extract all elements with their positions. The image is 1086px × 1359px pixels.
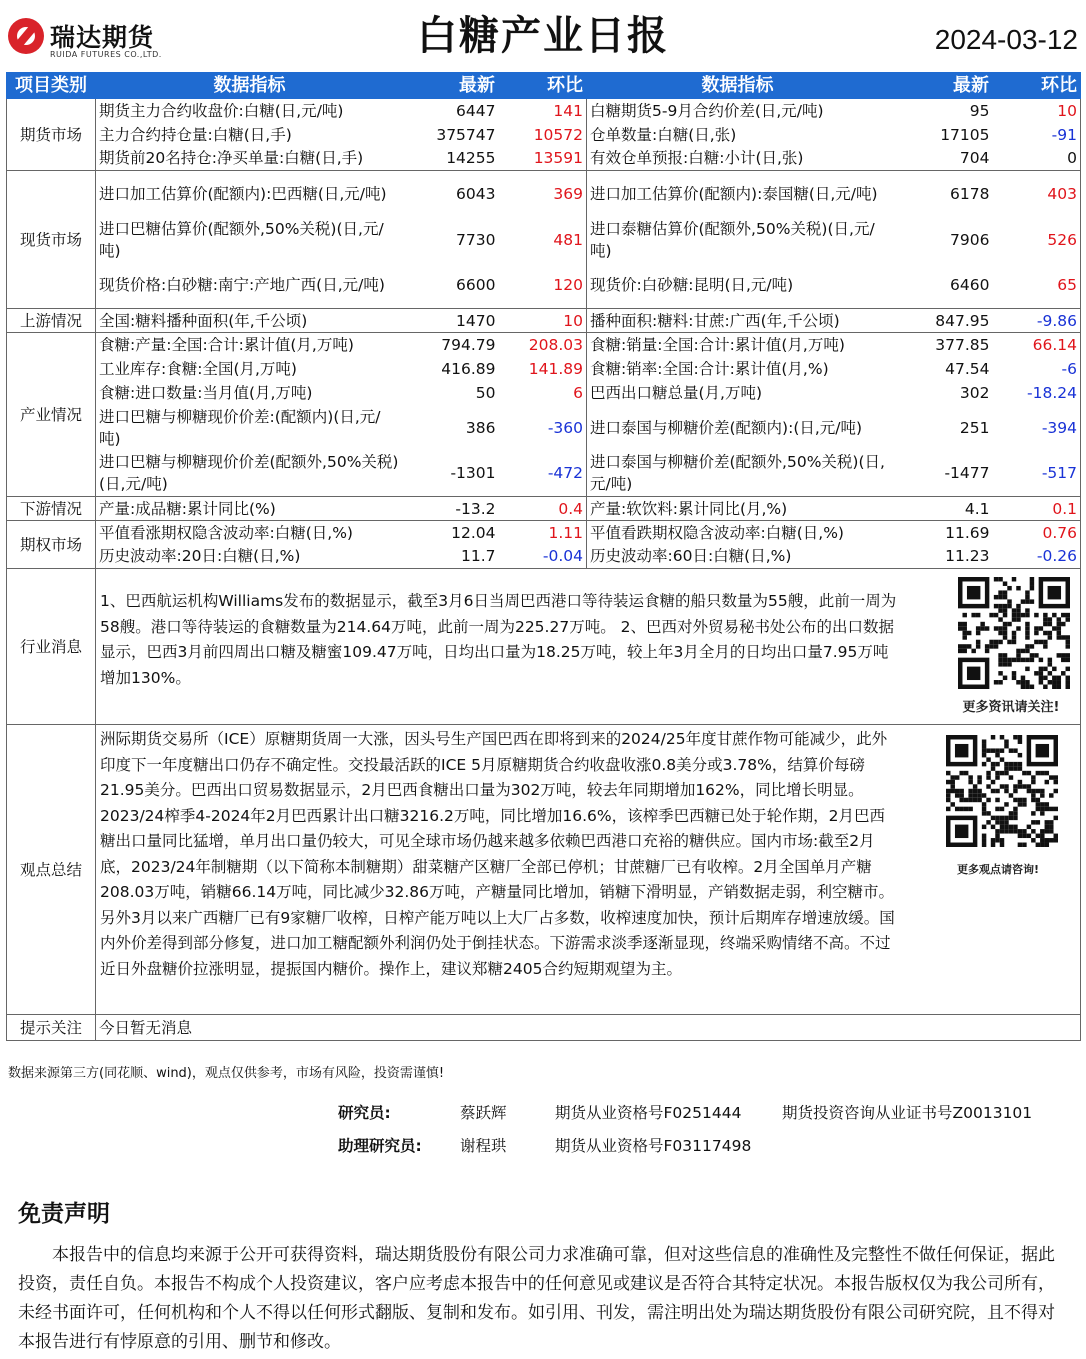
indicator-name: 全国:糖料播种面积(年,千公顷) bbox=[96, 309, 404, 333]
report-date: 2024-03-12 bbox=[934, 24, 1078, 55]
researcher-qualification: 期货从业资格号F0251444 bbox=[555, 1104, 742, 1122]
qr-code-icon bbox=[958, 577, 1070, 689]
indicator-name: 进口泰国与柳糖价差(配额内):(日,元/吨) bbox=[587, 405, 889, 451]
indicator-name: 食糖:销量:全国:合计:累计值(月,万吨) bbox=[587, 333, 889, 357]
assistant-qualification: 期货从业资格号F03117498 bbox=[555, 1137, 752, 1155]
view-cell bbox=[96, 725, 1081, 1015]
latest-value: 6460 bbox=[950, 276, 990, 295]
change-value: -472 bbox=[499, 451, 587, 497]
change-value: 120 bbox=[499, 263, 587, 309]
latest-value: 7906 bbox=[950, 230, 990, 249]
change-value: 13591 bbox=[499, 147, 587, 171]
table-row bbox=[7, 333, 1081, 357]
table-row bbox=[7, 217, 1081, 263]
indicator-name: 主力合约持仓量:白糖(日,手) bbox=[96, 123, 404, 147]
assistant-row bbox=[0, 1134, 1086, 1156]
indicator-name: 平值看涨期权隐含波动率:白糖(日,%) bbox=[96, 521, 404, 545]
table-row bbox=[7, 147, 1081, 171]
change-value: -517 bbox=[993, 451, 1081, 497]
category-options: 期权市场 bbox=[7, 521, 96, 569]
view-qr-block bbox=[938, 735, 1058, 883]
change-value: 403 bbox=[993, 171, 1081, 217]
table-row bbox=[7, 171, 1081, 217]
change-value: -18.24 bbox=[993, 381, 1081, 405]
category-news: 行业消息 bbox=[7, 569, 96, 725]
indicator-name: 现货价格:白砂糖:南宁:产地广西(日,元/吨) bbox=[96, 263, 404, 309]
change-value: -0.26 bbox=[993, 545, 1081, 569]
latest-value: 375747 bbox=[436, 125, 496, 144]
researcher-row bbox=[0, 1101, 1086, 1123]
data-source-note: 数据来源第三方(同花顺、wind)，观点仅供参考，市场有风险，投资需谨慎! bbox=[8, 1066, 445, 1081]
indicator-name: 进口泰糖估算价(配额外,50%关税)(日,元/吨) bbox=[587, 217, 889, 263]
latest-value: 50 bbox=[475, 383, 496, 402]
indicator-name: 历史波动率:20日:白糖(日,%) bbox=[96, 545, 404, 569]
category-futures: 期货市场 bbox=[7, 99, 96, 171]
researcher-label: 研究员: bbox=[338, 1104, 391, 1122]
disclaimer-title: 免责声明 bbox=[18, 1201, 110, 1227]
indicator-name: 现货价:白砂糖:昆明(日,元/吨) bbox=[587, 263, 889, 309]
indicator-name: 进口巴糖估算价(配额外,50%关税)(日,元/吨) bbox=[96, 217, 404, 263]
latest-value: 6043 bbox=[404, 171, 499, 217]
header-indicator-left: 数据指标 bbox=[96, 73, 404, 99]
latest-value: 12.04 bbox=[404, 521, 499, 545]
indicator-name: 食糖:进口数量:当月值(月,万吨) bbox=[96, 381, 404, 405]
indicator-name: 期货前20名持仓:净买单量:白糖(日,手) bbox=[96, 147, 404, 171]
change-value: 10572 bbox=[499, 123, 587, 147]
view-text: 洲际期货交易所（ICE）原糖期货周一大涨，因头号生产国巴西在即将到来的2024/25年度甘蔗作物可能减少，此外印度下一年度糖出口仍存不确定性。交投最活跃的ICE 5月原糖期货合约收盘收涨0.8美分或3.78%，结算价每磅21.95美分。巴西出口贸易数据显示，2月巴西食糖出口量为302万吨，较去年同期增加162%，同比增长明显。2023/24榨季4-2024年2月巴西累计出口糖3216.2万吨，同比增加16.6%，该榨季巴西糖已处于轮作期，2月巴西糖出口量同比猛增，单月出口量仍较大，可见全球市场仍越来越多依赖巴西港口充裕的糖供应。国内市场:截至2月底，2023/24年制糖期（以下简称本制糖期）甜菜糖产区糖厂全部已停机；甘蔗糖厂已有收榨。2月全国单月产糖208.03万吨，销糖66.14万吨，同比减少32.86万吨，产糖量同比增加，销糖下滑明显，产销数据走弱，利空糖市。另外3月以来广西糖厂已有9家糖厂收榨，日榨产能万吨以上大厂占多数，收榨速度加快，预计后期库存增速放缓。国内外价差得到部分修复，进口加工糖配额外利润仍处于倒挂状态。下游需求淡季逐渐显现，终端采购情绪不高。不过近日外盘糖价拉涨明显，提振国内糖价。操作上，建议郑糖2405合约短期观望为主。 bbox=[100, 730, 895, 978]
news-text: 1、巴西航运机构Williams发布的数据显示，截至3月6日当周巴西港口等待装运食糖的船只数量为55艘，此前一周为58艘。港口等待装运的食糖数量为214.64万吨，此前一周为225.27万吨。 2、巴西对外贸易秘书处公布的出口数据显示，巴西3月前四周出口糖及糖蜜109.47万吨，日均出口量为18.25万吨，较上年3月全月的日均出口量7.95万吨增加130%。 bbox=[100, 592, 897, 687]
category-industry: 产业情况 bbox=[7, 333, 96, 497]
table-row bbox=[7, 545, 1081, 569]
change-value: 0.4 bbox=[499, 497, 587, 521]
table-row bbox=[7, 357, 1081, 381]
change-value: 66.14 bbox=[993, 333, 1081, 357]
latest-value: 6447 bbox=[404, 99, 499, 123]
latest-value: 7730 bbox=[456, 230, 496, 249]
indicator-name: 产量:软饮料:累计同比(月,%) bbox=[587, 497, 889, 521]
assistant-label: 助理研究员: bbox=[338, 1137, 422, 1155]
latest-value: -1301 bbox=[450, 464, 496, 483]
latest-value: 4.1 bbox=[889, 497, 993, 521]
change-value: 0.1 bbox=[993, 497, 1081, 521]
table-row bbox=[7, 381, 1081, 405]
header-category: 项目类别 bbox=[7, 73, 96, 99]
indicator-name: 进口加工估算价(配额内):巴西糖(日,元/吨) bbox=[96, 171, 404, 217]
latest-value: 302 bbox=[959, 383, 990, 402]
data-table bbox=[6, 72, 1081, 1041]
latest-value: 6178 bbox=[889, 171, 993, 217]
header-change-left: 环比 bbox=[499, 73, 587, 99]
latest-value: 251 bbox=[959, 418, 990, 437]
latest-value: 6600 bbox=[456, 276, 496, 295]
change-value: 526 bbox=[993, 217, 1081, 263]
table-row bbox=[7, 99, 1081, 123]
indicator-name: 仓单数量:白糖(日,张) bbox=[587, 123, 889, 147]
latest-value: 377.85 bbox=[889, 333, 993, 357]
change-value: 1.11 bbox=[499, 521, 587, 545]
change-value: 369 bbox=[499, 171, 587, 217]
change-value: -394 bbox=[993, 405, 1081, 451]
latest-value: 47.54 bbox=[945, 359, 990, 378]
latest-value: 95 bbox=[889, 99, 993, 123]
researcher-consult-cert: 期货投资咨询从业证书号Z0013101 bbox=[782, 1104, 1033, 1122]
latest-value: -1477 bbox=[944, 464, 990, 483]
change-value: 481 bbox=[499, 217, 587, 263]
category-upstream: 上游情况 bbox=[7, 309, 96, 333]
category-spot: 现货市场 bbox=[7, 171, 96, 309]
category-view: 观点总结 bbox=[7, 725, 96, 1015]
header-change-right: 环比 bbox=[993, 73, 1081, 99]
indicator-name: 进口巴糖与柳糖现价价差:(配额内)(日,元/吨) bbox=[96, 405, 404, 451]
disclaimer-body: 本报告中的信息均来源于公开可获得资料，瑞达期货股份有限公司力求准确可靠，但对这些信息的准确性及完整性不做任何保证，据此投资，责任自负。本报告不构成个人投资建议，客户应考虑本报告中的任何意见或建议是否符合其特定状况。本报告版权仅为我公司所有，未经书面许可，任何机构和个人不得以任何形式翻版、复制和发布。如引用、刊发，需注明出处为瑞达期货股份有限公司研究院，且不得对本报告进行有悖原意的引用、删节和修改。 bbox=[18, 1245, 1055, 1352]
report-header bbox=[0, 0, 1086, 70]
report-title: 白糖产业日报 bbox=[417, 13, 669, 59]
indicator-name: 进口巴糖与柳糖现价价差(配额外,50%关税)(日,元/吨) bbox=[96, 451, 404, 497]
change-value: 6 bbox=[499, 381, 587, 405]
latest-value: 847.95 bbox=[889, 309, 993, 333]
latest-value: -13.2 bbox=[404, 497, 499, 521]
indicator-name: 白糖期货5-9月合约价差(日,元/吨) bbox=[587, 99, 889, 123]
header-latest-left: 最新 bbox=[404, 73, 499, 99]
view-qr-caption: 更多观点请咨询! bbox=[956, 863, 1040, 876]
indicator-name: 播种面积:糖料:甘蔗:广西(年,千公顷) bbox=[587, 309, 889, 333]
table-row bbox=[7, 309, 1081, 333]
latest-value: 14255 bbox=[446, 149, 496, 168]
change-value: 208.03 bbox=[499, 333, 587, 357]
tips-row bbox=[7, 1015, 1081, 1041]
change-value: 141 bbox=[499, 99, 587, 123]
table-row bbox=[7, 263, 1081, 309]
latest-value: 11.69 bbox=[889, 521, 993, 545]
indicator-name: 进口加工估算价(配额内):泰国糖(日,元/吨) bbox=[587, 171, 889, 217]
table-header-row bbox=[7, 73, 1081, 99]
latest-value: 1470 bbox=[404, 309, 499, 333]
indicator-name: 食糖:产量:全国:合计:累计值(月,万吨) bbox=[96, 333, 404, 357]
table-row bbox=[7, 123, 1081, 147]
qr-code-icon bbox=[946, 735, 1058, 847]
change-value: 10 bbox=[993, 99, 1081, 123]
change-value: 0.76 bbox=[993, 521, 1081, 545]
header-indicator-right: 数据指标 bbox=[587, 73, 889, 99]
change-value: -6 bbox=[993, 357, 1081, 381]
change-value: -0.04 bbox=[499, 545, 587, 569]
indicator-name: 期货主力合约收盘价:白糖(日,元/吨) bbox=[96, 99, 404, 123]
change-value: 141.89 bbox=[499, 357, 587, 381]
latest-value: 416.89 bbox=[441, 359, 496, 378]
latest-value: 704 bbox=[959, 149, 990, 168]
indicator-name: 产量:成品糖:累计同比(%) bbox=[96, 497, 404, 521]
assistant-name: 谢程珙 bbox=[460, 1137, 507, 1155]
change-value: 65 bbox=[993, 263, 1081, 309]
table-row bbox=[7, 451, 1081, 497]
news-qr-caption: 更多资讯请关注! bbox=[962, 700, 1060, 715]
change-value: -91 bbox=[993, 123, 1081, 147]
latest-value: 11.7 bbox=[460, 547, 496, 566]
category-downstream: 下游情况 bbox=[7, 497, 96, 521]
indicator-name: 平值看跌期权隐含波动率:白糖(日,%) bbox=[587, 521, 889, 545]
table-row bbox=[7, 521, 1081, 545]
indicator-name: 食糖:销率:全国:合计:累计值(月,%) bbox=[587, 357, 889, 381]
indicator-name: 工业库存:食糖:全国(月,万吨) bbox=[96, 357, 404, 381]
latest-value: 794.79 bbox=[404, 333, 499, 357]
latest-value: 17105 bbox=[940, 125, 990, 144]
logo-subtext: RUIDA FUTURES CO.,LTD. bbox=[50, 50, 162, 59]
news-cell bbox=[96, 569, 1081, 725]
indicator-name: 历史波动率:60日:白糖(日,%) bbox=[587, 545, 889, 569]
indicator-name: 进口泰国与柳糖价差(配额外,50%关税)(日,元/吨) bbox=[587, 451, 889, 497]
table-row bbox=[7, 497, 1081, 521]
change-value: -9.86 bbox=[993, 309, 1081, 333]
view-row bbox=[7, 725, 1081, 1015]
table-row bbox=[7, 405, 1081, 451]
indicator-name: 有效仓单预报:白糖:小计(日,张) bbox=[587, 147, 889, 171]
logo-text: 瑞达期货 bbox=[50, 23, 155, 52]
tips-text: 今日暂无消息 bbox=[96, 1015, 1081, 1041]
researcher-name: 蔡跃辉 bbox=[460, 1104, 507, 1122]
change-value: 0 bbox=[993, 147, 1081, 171]
change-value: -360 bbox=[499, 405, 587, 451]
header-latest-right: 最新 bbox=[889, 73, 993, 99]
category-tips: 提示关注 bbox=[7, 1015, 96, 1041]
latest-value: 386 bbox=[465, 418, 496, 437]
news-row bbox=[7, 569, 1081, 725]
latest-value: 11.23 bbox=[945, 547, 990, 566]
news-qr-block bbox=[952, 577, 1070, 721]
indicator-name: 巴西出口糖总量(月,万吨) bbox=[587, 381, 889, 405]
change-value: 10 bbox=[499, 309, 587, 333]
